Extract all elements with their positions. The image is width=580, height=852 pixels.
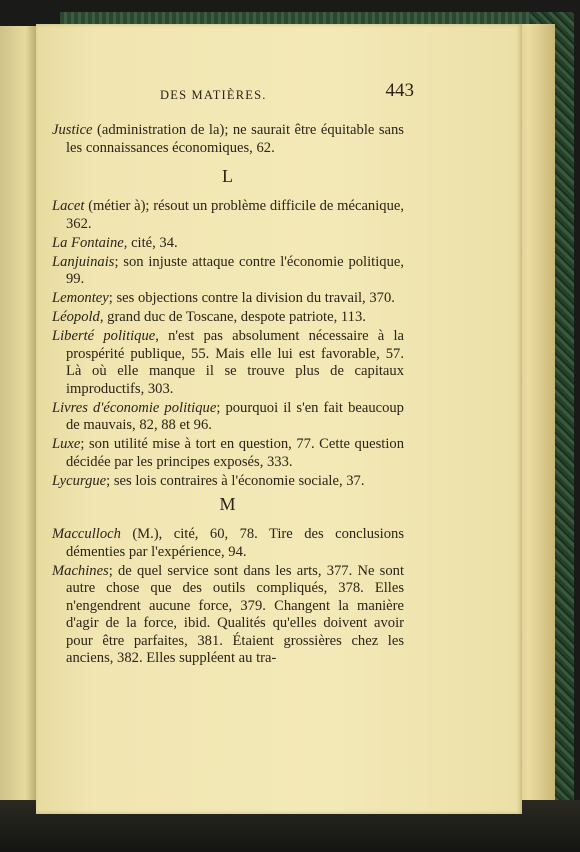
- index-entry: Livres d'économie politique; pourquoi il s'en fait beaucoup de mauvais, 82, 88 et 96.: [52, 399, 404, 433]
- index-section-l: [52, 198, 404, 492]
- page-number: 443: [385, 80, 414, 101]
- index-text: [52, 122, 404, 159]
- index-entry: Machines; de quel service sont dans les arts, 377. Ne sont autre chose que des outils compliqués, 378. Elles n'engendrent aucune force, 379. Changent la manière d'agir de la force, ibid. Qualités qu'elles doivent avoir pour être parfaites, 381. Étaient grossières chez les anciens, 382. Elles suppléent au tra-: [52, 562, 404, 666]
- index-entry: Lacet (métier à); résout un problème difficile de mécanique, 362.: [52, 198, 404, 232]
- section-letter-m: [52, 496, 404, 514]
- section-heading-m: M: [219, 494, 237, 514]
- index-entry: Léopold, grand duc de Toscane, despote patriote, 113.: [52, 309, 366, 325]
- index-entry: Macculloch (M.), cité, 60, 78. Tire des conclusions démenties par l'expérience, 94.: [52, 526, 404, 560]
- index-entry: Liberté politique, n'est pas absolument nécessaire à la prospérité publique, 55. Mais elle lui est favorable, 57. Là où elle manque il se trouve plus de capitaux improductifs, 303.: [52, 328, 404, 397]
- running-head: DES MATIÈRES.: [160, 88, 267, 102]
- index-entry: La Fontaine, cité, 34.: [52, 234, 178, 251]
- section-letter-l: [52, 168, 404, 186]
- index-entry: Lycurgue; ses lois contraires à l'économie sociale, 37.: [52, 472, 365, 489]
- section-heading-l: L: [222, 166, 234, 186]
- index-entry: Luxe; son utilité mise à tort en question, 77. Cette question décidée par les principes exposés, 333.: [52, 436, 404, 470]
- index-entry: Lemontey; ses objections contre la division du travail, 370.: [52, 290, 395, 306]
- left-page-edge: [0, 26, 37, 808]
- index-section-m: [52, 526, 404, 669]
- index-entry: Justice (administration de la); ne saurait être équitable sans les connaissances économiques, 62.: [52, 122, 404, 156]
- index-entry: Lanjuinais; son injuste attaque contre l'économie politique, 99.: [52, 253, 404, 287]
- page-header: [160, 76, 414, 106]
